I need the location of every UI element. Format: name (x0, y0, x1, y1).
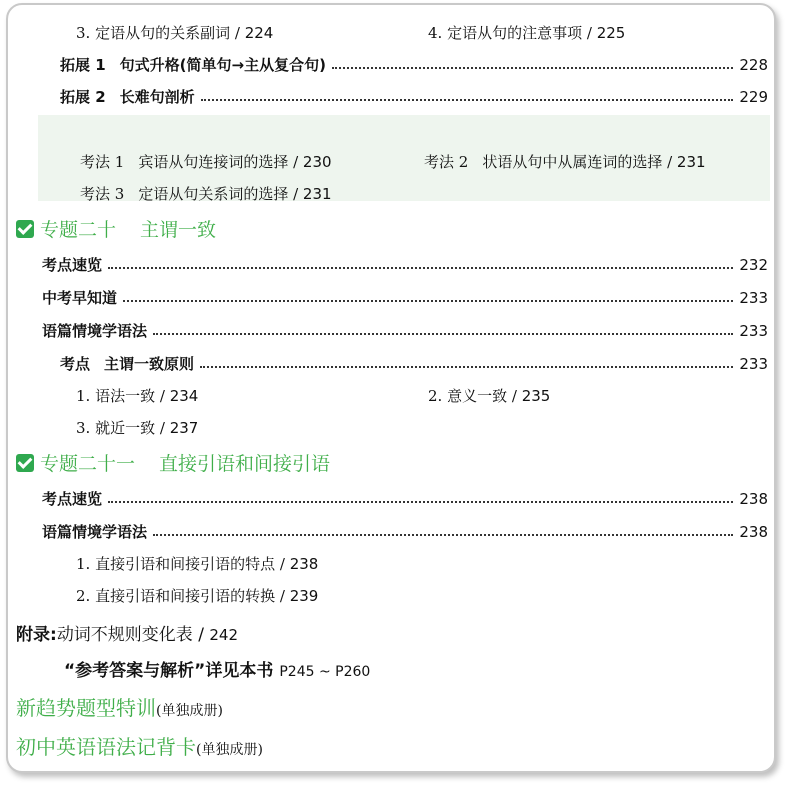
sub-label: 2. 直接引语和间接引语的转换 (76, 587, 276, 605)
appendix-prefix: 附录: (16, 625, 57, 645)
method-title: 宾语从句连接词的选择 (138, 153, 289, 171)
toc-sub-meaning-agreement[interactable] (428, 385, 550, 406)
answers-note (64, 656, 370, 681)
page-number: 233 (739, 354, 768, 373)
separator: / (288, 153, 303, 171)
entry-label: 语篇情境学语法 (42, 523, 148, 541)
entry-label: 中考早知道 (42, 289, 118, 307)
topic-title: 主谓一致 (140, 219, 217, 241)
check-box-icon (16, 454, 34, 472)
toc-sub-proximity-agreement[interactable] (76, 417, 198, 438)
page-number: 239 (289, 587, 319, 605)
entry-label: 考点速览 (42, 256, 103, 274)
page-number: 224 (244, 24, 274, 42)
leader-dots (108, 267, 733, 269)
page-number: 230 (302, 153, 332, 171)
toc-exam-method-2[interactable] (424, 151, 706, 172)
toc-item-label: 4. 定语从句的注意事项 (428, 24, 583, 42)
toc-entry-overview-21[interactable] (42, 488, 768, 509)
separator: / (155, 387, 170, 405)
toc-exam-method-3[interactable] (80, 183, 332, 204)
entry-label: 考点速览 (42, 490, 103, 508)
page-number: 238 (739, 489, 768, 508)
book-title: 初中英语语法记背卡 (16, 735, 196, 759)
toc-entry-context-20[interactable] (42, 320, 768, 341)
expansion-label (60, 86, 195, 107)
separate-book-2[interactable] (16, 731, 263, 760)
point-label (60, 353, 194, 374)
topic-title: 直接引语和间接引语 (159, 453, 331, 475)
expansion-title: 长难句剖析 (119, 88, 195, 106)
sub-label: 1. 语法一致 (76, 387, 156, 405)
page-number: 237 (169, 419, 199, 437)
check-box-icon (16, 220, 34, 238)
page-number: 229 (739, 87, 768, 106)
toc-sub-grammar-agreement[interactable] (76, 385, 198, 406)
toc-entry-point-20[interactable] (60, 353, 768, 374)
sub-label: 3. 就近一致 (76, 419, 156, 437)
toc-appendix[interactable] (16, 620, 238, 645)
toc-expansion-2[interactable] (60, 86, 768, 107)
leader-dots (108, 501, 733, 503)
leader-dots (332, 67, 733, 69)
leader-dots (200, 366, 733, 368)
separator: / (192, 625, 210, 645)
separator: / (288, 185, 303, 203)
expansion-label (60, 54, 326, 75)
page-number: 233 (739, 288, 768, 307)
toc-entry-overview-20[interactable] (42, 254, 768, 275)
separator: / (507, 387, 522, 405)
book-title: 新趋势题型特训 (16, 696, 156, 720)
appendix-title: 动词不规则变化表 (56, 625, 193, 645)
separator: / (582, 24, 597, 42)
toc-entry-context-21[interactable] (42, 521, 768, 542)
topic-20-heading[interactable] (16, 215, 216, 242)
sub-label: 1. 直接引语和间接引语的特点 (76, 555, 276, 573)
method-tag: 考法 1 (80, 153, 125, 171)
book-note: (单独成册) (156, 703, 223, 719)
page-number: 225 (596, 24, 626, 42)
leader-dots (153, 534, 733, 536)
toc-exam-method-1[interactable] (80, 151, 332, 172)
separator: / (662, 153, 677, 171)
point-tag: 考点 (60, 355, 91, 373)
toc-item-attributive-notes[interactable] (428, 22, 625, 43)
method-title: 状语从句中从属连词的选择 (482, 153, 663, 171)
method-title: 定语从句关系词的选择 (138, 185, 289, 203)
separate-book-1[interactable] (16, 692, 223, 721)
book-note: (单独成册) (196, 742, 263, 758)
page-number: 242 (209, 626, 238, 644)
answers-note-text: “参考答案与解析”详见本书 (64, 661, 274, 681)
page-number: 234 (169, 387, 199, 405)
topic-number: 专题二十 (40, 219, 117, 241)
toc-item-label: 3. 定语从句的关系副词 (76, 24, 231, 42)
expansion-tag: 拓展 2 (60, 88, 106, 106)
separator: / (275, 587, 290, 605)
separator: / (275, 555, 290, 573)
toc-expansion-1[interactable] (60, 54, 768, 75)
topic-number: 专题二十一 (40, 453, 136, 475)
page-number: 238 (739, 522, 768, 541)
expansion-title: 句式升格(简单句→主从复合句) (119, 56, 326, 74)
leader-dots (153, 333, 733, 335)
toc-entry-preview-20[interactable] (42, 287, 768, 308)
toc-sub-speech-features[interactable] (76, 553, 318, 574)
leader-dots (123, 300, 733, 302)
page-number: 238 (289, 555, 319, 573)
method-tag: 考法 2 (424, 153, 469, 171)
topic-21-heading[interactable] (16, 449, 330, 476)
toc-item-relative-adverbs[interactable] (76, 22, 273, 43)
page-number: 233 (739, 321, 768, 340)
page-number: 231 (676, 153, 706, 171)
expansion-tag: 拓展 1 (60, 56, 106, 74)
toc-sub-speech-conversion[interactable] (76, 585, 318, 606)
leader-dots (201, 99, 734, 101)
sub-label: 2. 意义一致 (428, 387, 508, 405)
separator: / (155, 419, 170, 437)
entry-label: 语篇情境学语法 (42, 322, 148, 340)
method-tag: 考法 3 (80, 185, 125, 203)
page-number: 228 (739, 55, 768, 74)
separator: / (230, 24, 245, 42)
page-number: 231 (302, 185, 332, 203)
answers-page-range: P245 ~ P260 (279, 664, 371, 680)
page-number: 232 (739, 255, 768, 274)
page-number: 235 (521, 387, 551, 405)
point-title: 主谓一致原则 (104, 355, 195, 373)
